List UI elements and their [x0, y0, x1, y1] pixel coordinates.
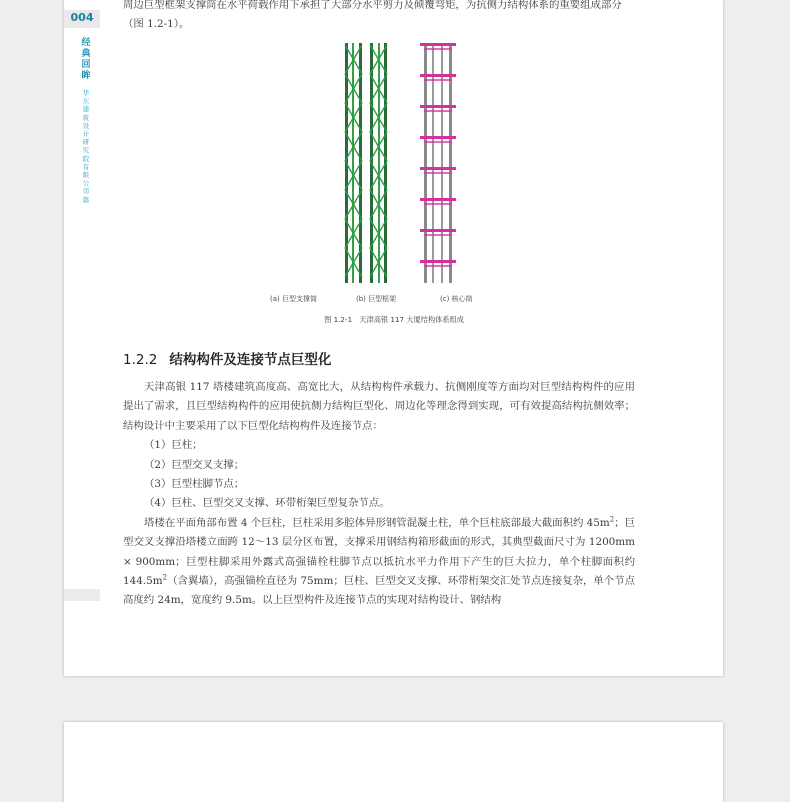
section-number: 1.2.2	[123, 352, 158, 368]
page-2	[64, 722, 723, 802]
list-item-4: （4）巨柱、巨型交叉支撑、环带桁架巨型复杂节点。	[144, 497, 390, 510]
braced-tube-model	[345, 43, 387, 283]
paragraph-1: 天津高银 117 塔楼建筑高度高、高宽比大，从结构构件承载力、抗侧刚度等方面均对巨型结构构件的应用提出了需求，且巨型结构构件的应用使抗侧力结构巨型化、周边化等理念得到实现，可有效提高结构抗侧效率；结构设计中主要采用了以下巨型化结构构件及连接节点：	[123, 381, 635, 432]
page-1	[64, 0, 723, 676]
section-heading	[123, 348, 331, 368]
intro-paragraph: 周边巨型框架支撑筒在水平荷载作用下承担了大部分水平剪力及倾覆弯矩，为抗侧力结构体系的重要组成部分（图 1.2-1）。	[123, 0, 622, 31]
mega-frame-model	[420, 43, 456, 283]
subcaption-c: (c) 核心筒	[440, 295, 473, 303]
side-subtitle: 华东建筑设计研究院有限公司篇	[82, 89, 90, 204]
margin-tab	[64, 589, 100, 601]
subcaption-a: (a) 巨型支撑筒	[270, 295, 317, 303]
list-item-3: （3）巨型柱脚节点；	[144, 478, 245, 491]
side-title: 经典回眸	[81, 38, 91, 81]
figure-caption: 图 1.2-1 天津高银 117 大厦结构体系组成	[324, 315, 464, 324]
subcaption-b: (b) 巨型框架	[356, 295, 397, 303]
page-number: 004	[70, 11, 94, 24]
list-item-2: （2）巨型交叉支撑；	[144, 458, 245, 471]
list-item-1: （1）巨柱；	[144, 439, 203, 452]
paragraph-2: 塔楼在平面角部布置 4 个巨柱，巨柱采用多腔体异形钢管混凝土柱，单个巨柱底部最大截面积约 $45m^2$；巨型交叉支撑沿塔楼立面跨 12～13 层分区布置，支撑采用钢结构箱形截面的形式，其典型截面尺寸为 1200mm × 900mm；巨型柱脚采用外露式高强锚栓柱脚节点以抵抗水平力作用下产生的巨大拉力，单个柱脚面积约 $144.5m^2$（含翼墙），高强锚栓直径为 75mm；巨柱、巨型交叉支撑、环带桁架交汇处节点连接复杂，单个节点高度约 24m，宽度约 9.5m。以上巨型构件及连接节点的实现对结构设计、钢结构	[123, 515, 636, 607]
structure-figure	[274, 40, 484, 295]
body-text	[123, 378, 635, 611]
section-title: 结构构件及连接节点巨型化	[169, 352, 332, 368]
